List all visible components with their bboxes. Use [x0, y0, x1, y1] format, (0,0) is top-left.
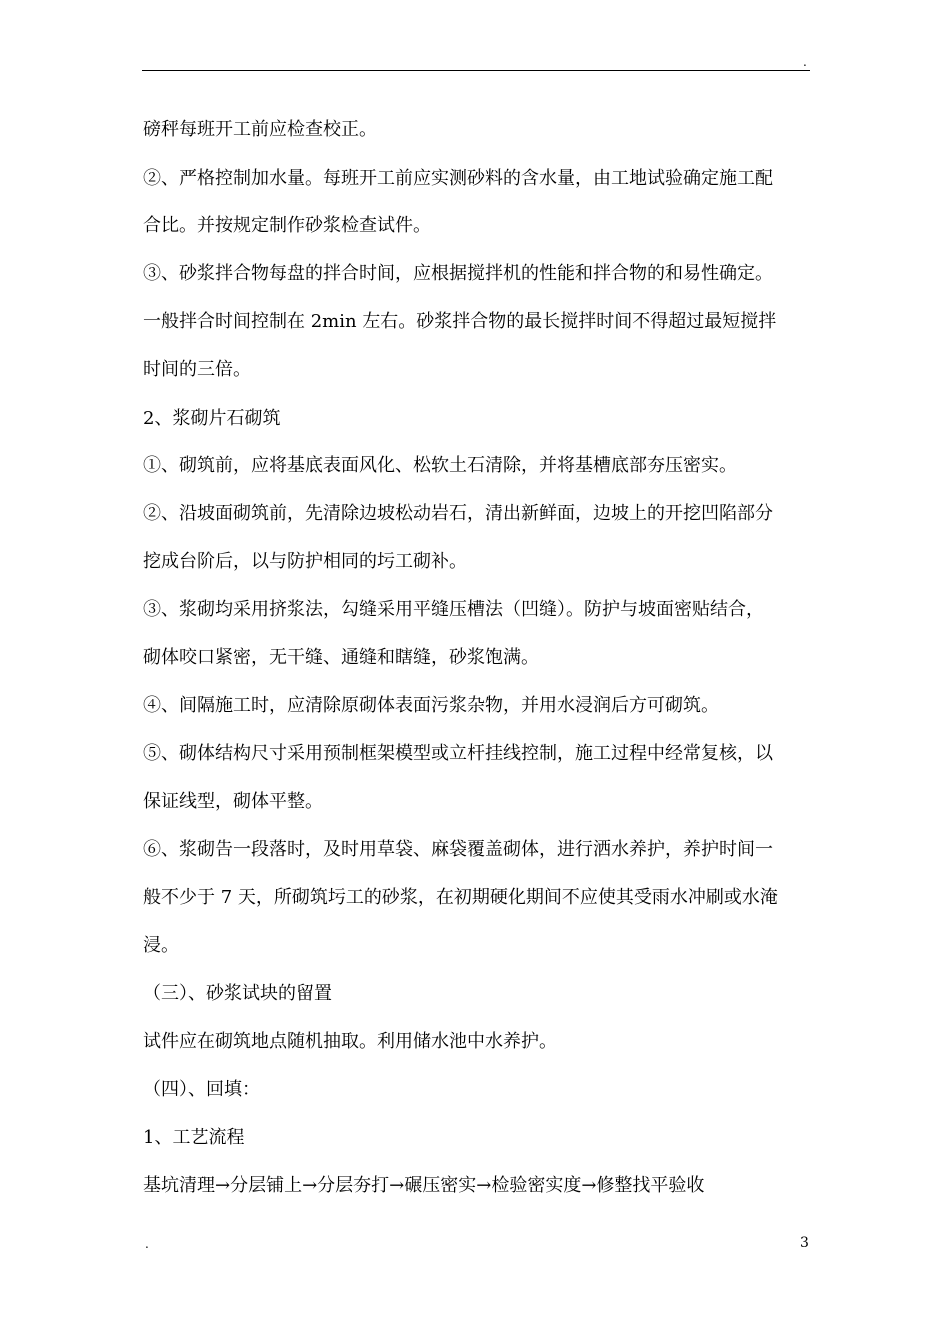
- text-line: ①、砌筑前，应将基底表面风化、松软土石清除，并将基槽底部夯压密实。: [143, 455, 737, 476]
- text-line: 一般拌合时间控制在 2min 左右。砂浆拌合物的最长搅拌时间不得超过最短搅拌: [143, 311, 777, 332]
- text-line: 磅秤每班开工前应检查校正。: [143, 119, 377, 140]
- section-heading: （四）、回填：: [143, 1079, 260, 1100]
- text-line: 般不少于 7 天，所砌筑圬工的砂浆，在初期硬化期间不应使其受雨水冲刷或水淹: [143, 887, 778, 908]
- text-line: ⑤、砌体结构尺寸采用预制框架模型或立杆挂线控制，施工过程中经常复核，以: [143, 743, 773, 764]
- text-line: 试件应在砌筑地点随机抽取。利用储水池中水养护。: [143, 1031, 557, 1052]
- text-line: 浸。: [143, 935, 179, 956]
- text-line: ②、严格控制加水量。每班开工前应实测砂料的含水量，由工地试验确定施工配: [143, 168, 773, 189]
- text-line: 时间的三倍。: [143, 359, 251, 380]
- section-heading: （三）、砂浆试块的留置: [143, 983, 332, 1004]
- text-line: 砌体咬口紧密，无干缝、通缝和瞎缝，砂浆饱满。: [143, 647, 539, 668]
- text-line: ④、间隔施工时，应清除原砌体表面污浆杂物，并用水浸润后方可砌筑。: [143, 695, 719, 716]
- header-mark: .: [803, 55, 807, 69]
- text-line: ⑥、浆砌告一段落时，及时用草袋、麻袋覆盖砌体，进行洒水养护，养护时间一: [143, 839, 773, 860]
- text-line: ③、砂浆拌合物每盘的拌合时间，应根据搅拌机的性能和拌合物的和易性确定。: [143, 263, 773, 284]
- text-line: 挖成台阶后，以与防护相同的圬工砌补。: [143, 551, 467, 572]
- text-line: 合比。并按规定制作砂浆检查试件。: [143, 215, 431, 236]
- section-heading: 1、工艺流程: [143, 1127, 245, 1148]
- text-line: ②、沿坡面砌筑前，先清除边坡松动岩石，清出新鲜面，边坡上的开挖凹陷部分: [143, 503, 773, 524]
- header-rule: [142, 70, 810, 71]
- footer-mark: .: [145, 1237, 149, 1251]
- text-line: 保证线型，砌体平整。: [143, 791, 323, 812]
- text-line: ③、浆砌均采用挤浆法，勾缝采用平缝压槽法（凹缝）。防护与坡面密贴结合，: [143, 599, 764, 620]
- page-number: 3: [800, 1235, 809, 1251]
- section-heading: 2、浆砌片石砌筑: [143, 408, 281, 429]
- process-flow-line: 基坑清理→分层铺上→分层夯打→碾压密实→检验密实度→修整找平验收: [143, 1175, 705, 1196]
